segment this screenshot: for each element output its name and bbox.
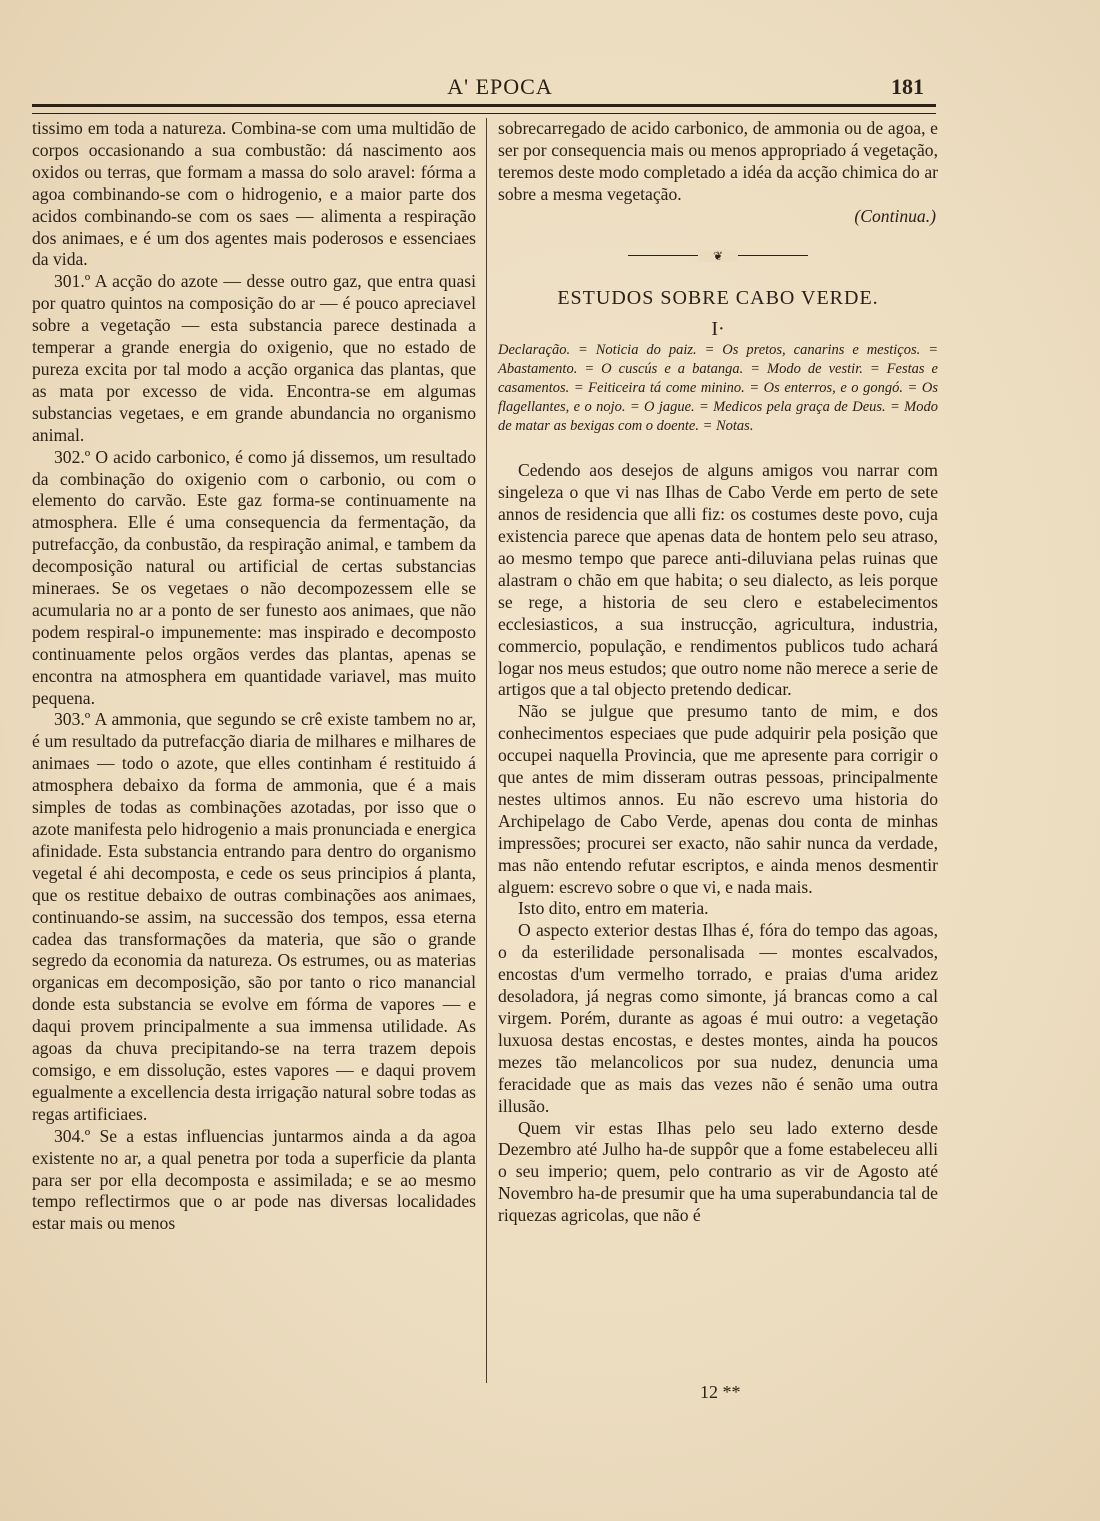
sheet-signature: 12 ** bbox=[700, 1382, 741, 1402]
ornament-divider bbox=[628, 250, 808, 262]
left-column bbox=[32, 118, 476, 1235]
page-header-title: A' EPOCA bbox=[447, 74, 553, 99]
column-divider bbox=[486, 118, 487, 1383]
body-paragraph: Cedendo aos desejos de alguns amigos vou narrar com singeleza o que vi nas Ilhas de Cabo Verde em perto de sete annos de residencia que alli fiz: os costumes deste povo, cuja existencia parece que apenas data de hontem pelo seu atraso, ao mesmo tempo que parece anti-diluviana pelas ruinas que alastram o chão em que habita; o seu dialecto, as leis porque se rege, a historia de seu clero e estabelecimentos ecclesiasticos, a sua instrucção, agricultura, industria, commercio, população, e rendimentos publicos tudo achará logar nos meus estudos; que outro nome não merece a serie de artigos que a tal objecto pretendo dedicar. bbox=[498, 460, 938, 700]
paragraph-302: 302.º O acido carbonico, é como já dissemos, um resultado da combinação do oxigenio com o carbonio, ou com o elemento do carvão. Este gaz forma-se continuamente na atmosphera. Elle é uma consequencia da fermentação, da putrefacção, da conbustão, da respiração animal, e tambem da decomposição natural ou artificial de certas substancias mineraes. Se os vegetaes o não decompozessem elle se acumularia no ar a ponto de ser funesto aos animaes, que não podem respiral-o impunemente: mas inspirado e decomposto continuamente pelos orgãos verdes das plantas, apenas se encontra na atmosphera em quantidade variavel, mas muito pequena. bbox=[32, 446, 476, 708]
paragraph-304: 304.º Se a estas influencias juntarmos ainda a da agoa existente no ar, a qual penetra por toda a superficie da planta para ser por ella decomposta e assimilada; e se ao mesmo tempo reflectirmos que o ar pode nas diversas localidades estar mais ou menos bbox=[32, 1125, 476, 1234]
paragraph-continuation: sobrecarregado de acido carbonico, de ammonia ou de agoa, e ser por consequencia mais ou menos appropriado á vegetação, teremos deste modo completado a idéa da acção chimica do ar sobre a mesma vegetação. bbox=[498, 118, 938, 204]
section-summary: Declaração. = Noticia do paiz. = Os pretos, canarins e mestiços. = Abastamento. = O cuscús e a batanga. = Modo de vestir. = Festas e casamentos. = Feiticeira tá come minino. = Os enterros, e o gongó. = Os flagellantes, e o nojo. = O jague. = Medicos pela graça de Deus. = Modo de matar as bexigas com o doente. = Notas. bbox=[498, 342, 938, 435]
section-number: I· bbox=[711, 318, 725, 341]
page-number: 181 bbox=[891, 74, 924, 99]
ornament-icon: ❦ bbox=[698, 250, 738, 262]
body-paragraph: Não se julgue que presumo tanto de mim, e dos conhecimentos especiaes que pude adquirir pela posição que occupei naquella Provincia, que me apresente para corrigir o que antes de mim disseram outras pessoas, principalmente nestes ultimos annos. Eu não escrevo uma historia do Archipelago de Cabo Verde, apenas dou conta de minhas impressões; procurei ser exacto, não sahir nunca da verdade, mas não entendo refutar escriptos, e ainda menos desmentir alguem: escrevo sobre o que vi, e nada mais. bbox=[498, 701, 938, 897]
header-rule bbox=[32, 104, 936, 114]
paragraph-continued: tissimo em toda a natureza. Combina-se com uma multidão de corpos occasionando a sua combustão: dá nascimento aos oxidos ou terras, que formam a massa do solo aravel: fórma a agoa combinando-se com o hidrogenio, e a maior parte dos acidos combinando-se com os saes — alimenta a respiração dos animaes, e é um dos agentes mais poderosos e essenciaes da vida. bbox=[32, 118, 476, 270]
paragraph-301: 301.º A acção do azote — desse outro gaz, que entra quasi por quatro quintos na composição do ar — é pouco apreciavel sobre a vegetação — esta substancia parece destinada a temperar a grande energia do oxigenio, que no estado de pureza excita por tal modo a acção organica das plantas, que as mata por excesso de vida. Encontra-se em algumas substancias vegetaes, e em grande abundancia no organismo animal. bbox=[32, 271, 476, 445]
body-paragraph: Quem vir estas Ilhas pelo seu lado externo desde Dezembro até Julho ha-de suppôr que a fome estabeleceu alli o seu imperio; quem, pelo contrario as vir de Agosto até Novembro ha-de presumir que ha uma superabundancia tal de riquezas agricolas, que não é bbox=[498, 1117, 938, 1226]
body-paragraph: O aspecto exterior destas Ilhas é, fóra do tempo das agoas, o da esterilidade personalisada — montes escalvados, encostas d'um vermelho torrado, e praias d'uma aridez desoladora, já negras como simonte, já brancas como a cal virgem. Porém, durante as agoas é mui outro: a vegetação luxuosa destas encostas, e destes montes, ainda ha poucos mezes tão melancolicos por sua nudez, denuncia uma feracidade que as mais das vezes não é senão uma outra illusão. bbox=[498, 920, 938, 1116]
paragraph-303: 303.º A ammonia, que segundo se crê existe tambem no ar, é um resultado da putrefacção diaria de milhares e milhares de animaes — todo o azote, que elles continham é restituido á atmosphera debaixo da forma de ammonia, que é a mais simples de todas as combinações azotadas, por isso que o azote manifesta pelo hidrogenio a mais pronunciada e energica afinidade. Esta substancia entrando para dentro do organismo vegetal é ahi decomposta, e cede os seus principios á planta, que os restitue debaixo de outras combinações aos animaes, continuando-se assim, na successão dos tempos, essa eterna cadea das transformações da materia, que são o grande segredo da economia da natureza. Os estrumes, ou as materias organicas em decomposição, são por tanto o rico manancial donde esta substancia se evolve em fórma de vapores — e daqui provem principalmente a sua immensa utilidade. As agoas da chuva precipitando-se na terra trazem depois comsigo, e em dissolução, estes vapores — e daqui provem egualmente a excellencia desta irrigação natural sobre todas as regas artificiaes. bbox=[32, 709, 476, 1124]
right-column bbox=[498, 118, 938, 1227]
continua-note: (Continua.) bbox=[854, 205, 936, 226]
body-paragraph: Isto dito, entro em materia. bbox=[518, 898, 709, 919]
spacer bbox=[498, 436, 938, 460]
section-title: ESTUDOS SOBRE CABO VERDE. bbox=[557, 286, 879, 309]
